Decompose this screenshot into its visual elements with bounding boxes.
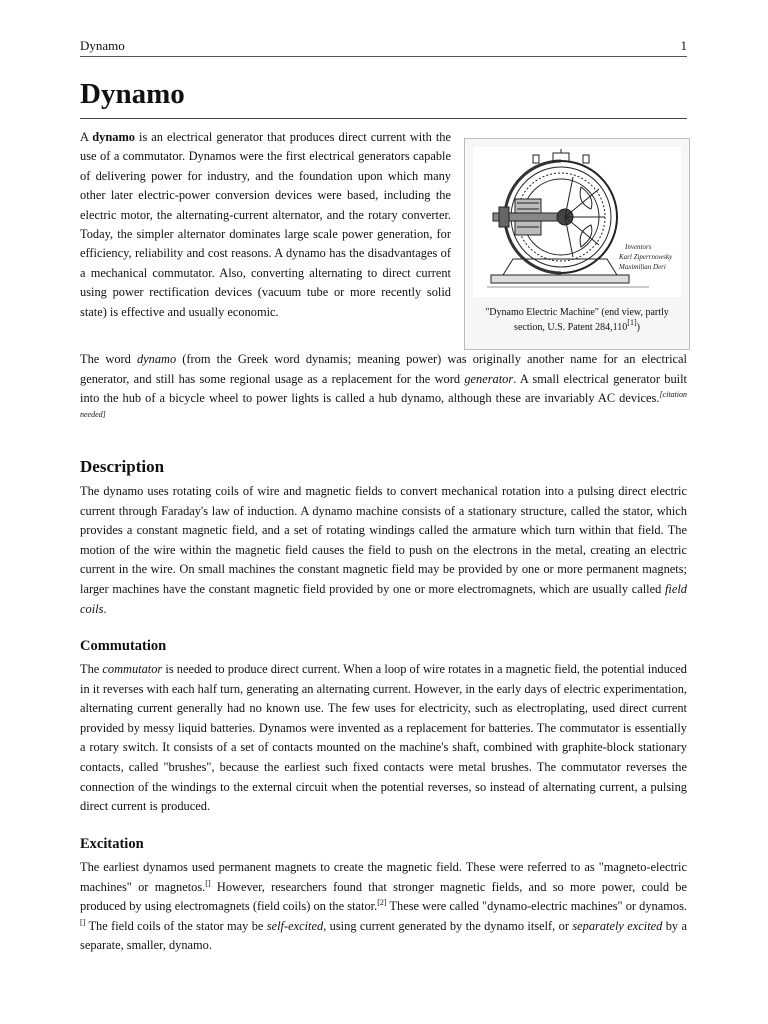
excitation-paragraph: The earliest dynamos used permanent magnets to create the magnetic field. These were referred to as "magneto-electric machines" or magnetos.[] However, researchers found that stronger magnetic fields, and so more power, could be produced by using electromagnets (field coils) on the stator.[2] These were called "dynamo-electric machines" or dynamos.[] The field coils of the stator may be self-excited, using current generated by the dynamo itself, or separately excited by a separate, smaller, dynamo. [80,860,688,953]
dynamo-patent-drawing [473,147,681,297]
word-origin-paragraph: The word dynamo (from the Greek word dynamis; meaning power) was originally another name for an electrical generator, and still has some regional usage as a replacement for the word generator. A small electrical generator built into the hub of a bicycle wheel to power lights is called a hub dynamo, although these are invariably AC devices.[citation needed] [80,352,687,419]
dynamo-drawing-svg [473,147,681,297]
description-paragraph: The dynamo uses rotating coils of wire and magnetic fields to convert mechanical rotation into a pulsing direct electric current through Faraday's law of induction. A dynamo machine consists of a stationary structure, called the stator, which provides a constant magnetic field, and a set of rotating windings called the armature which turn within that field. The motion of the wire within the magnetic field causes the field to push on the electrons in the metal, creating an electric current in the wire. On small machines the constant magnetic field may be provided by one or more permanent magnets; larger machines have the constant magnetic field provided by one or more electromagnets, which are usually called field coils. [80,484,687,616]
citation-ref[interactable]: [] [205,878,211,888]
citation-ref[interactable]: [] [80,917,86,927]
dynamo-term: dynamo [92,130,135,144]
heading-description: Description [80,457,165,476]
figure-caption: "Dynamo Electric Machine" (end view, partly section, U.S. Patent 284,110[1]) [485,307,669,333]
heading-excitation: Excitation [80,836,144,852]
running-header [80,36,687,57]
running-title: Dynamo [80,38,125,53]
citation-needed[interactable]: [citation needed] [80,390,687,419]
citation-ref[interactable]: [2] [377,898,387,908]
inscription-inventors: Inventors [625,243,652,251]
inscription-name-2: Maximilian Deri [619,263,666,271]
article-title: Dynamo [80,76,687,119]
citation-ref[interactable]: [1] [627,318,637,327]
heading-commutation: Commutation [80,638,167,654]
page-number: 1 [680,38,687,53]
figure-dynamo-machine [464,138,690,350]
inscription-name-1: Karl Ziperrnowsky [619,253,673,261]
commutation-paragraph: The commutator is needed to produce direct current. When a loop of wire rotates in a magnetic field, the potential induced in it reverses with each half turn, generating an alternating current. However, in the early days of electric experimentation, alternating current generally had no known use. The few uses for electricity, such as electroplating, used direct current provided by messy liquid batteries. Dynamos were invented as a replacement for batteries. The commutator is essentially a rotary switch. It consists of a set of contacts mounted on the machine's shaft, combined with graphite-block stationary contacts, called "brushes", because the earliest such fixed contacts were metal brushes. The commutator reverses the connection of the windings to the external circuit when the potential reverses, so instead of alternating current, a pulsing direct current is produced. [80,662,687,814]
intro-paragraph: A dynamo is an electrical generator that produces direct current with the use of a commutator. Dynamos were the first electrical generators capable of delivering power for industry, and the foundation upon which many other later electric-power conversion devices were based, including the electric motor, the alternating-current alternator, and the rotary converter. Today, the simpler alternator dominates large scale power generation, for efficiency, reliability and cost reasons. A dynamo has the disadvantages of a mechanical commutator. Also, converting alternating to direct current using power rectification devices (vacuum tube or more recently solid state) is effective and usually economic. [80,130,451,319]
